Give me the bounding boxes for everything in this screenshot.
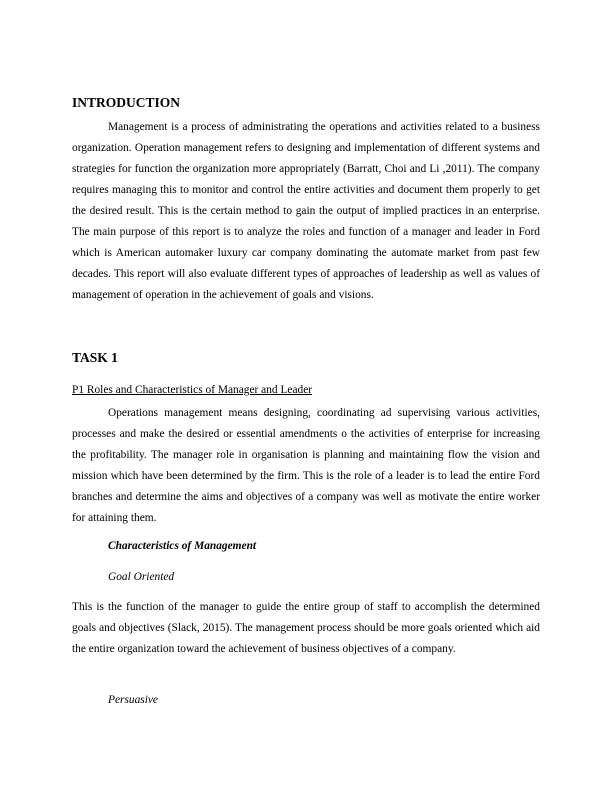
introduction-paragraph: Management is a process of administrating the operations and activities related to a business organization. Operation management refers to designing and implementation of different systems and strategies for function the organization more appropriately (Barratt, Choi and Li ,2011). The company requires managing this to monitor and control the entire activities and document them properly to get the desired result. This is the certain method to gain the output of implied practices in an enterprise. The main purpose of this report is to analyze the roles and function of a manager and leader in Ford which is American automaker luxury car company dominating the automate market from past few decades. This report will also evaluate different types of approaches of leadership as well as values of management of operation in the achievement of goals and visions.: [72, 121, 540, 301]
introduction-heading: INTRODUCTION: [72, 95, 181, 110]
persuasive-heading: Persuasive: [108, 694, 158, 706]
goal-oriented-heading: Goal Oriented: [108, 571, 175, 583]
p1-roles-paragraph: Operations management means designing, coordinating ad supervising various activities, processes and make the desired or essential amendments o the activities of enterprise for increasing the profitability. The manager role in organisation is planning and maintaining flow the vision and mission which have been determined by the firm. This is the role of a leader is to lead the entire Ford branches and determine the aims and objectives of a company was well as motivate the entire worker for attaining them.: [72, 407, 540, 524]
task1-heading: TASK 1: [72, 350, 118, 365]
characteristics-heading: Characteristics of Management: [108, 540, 257, 552]
goal-oriented-paragraph: This is the function of the manager to guide the entire group of staff to accomplish the determined goals and objectives (Slack, 2015). The management process should be more goals oriented which aid the entire organization toward the achievement of business objectives of a company.: [72, 601, 540, 655]
p1-roles-subheading: P1 Roles and Characteristics of Manager and Leader: [72, 384, 313, 396]
